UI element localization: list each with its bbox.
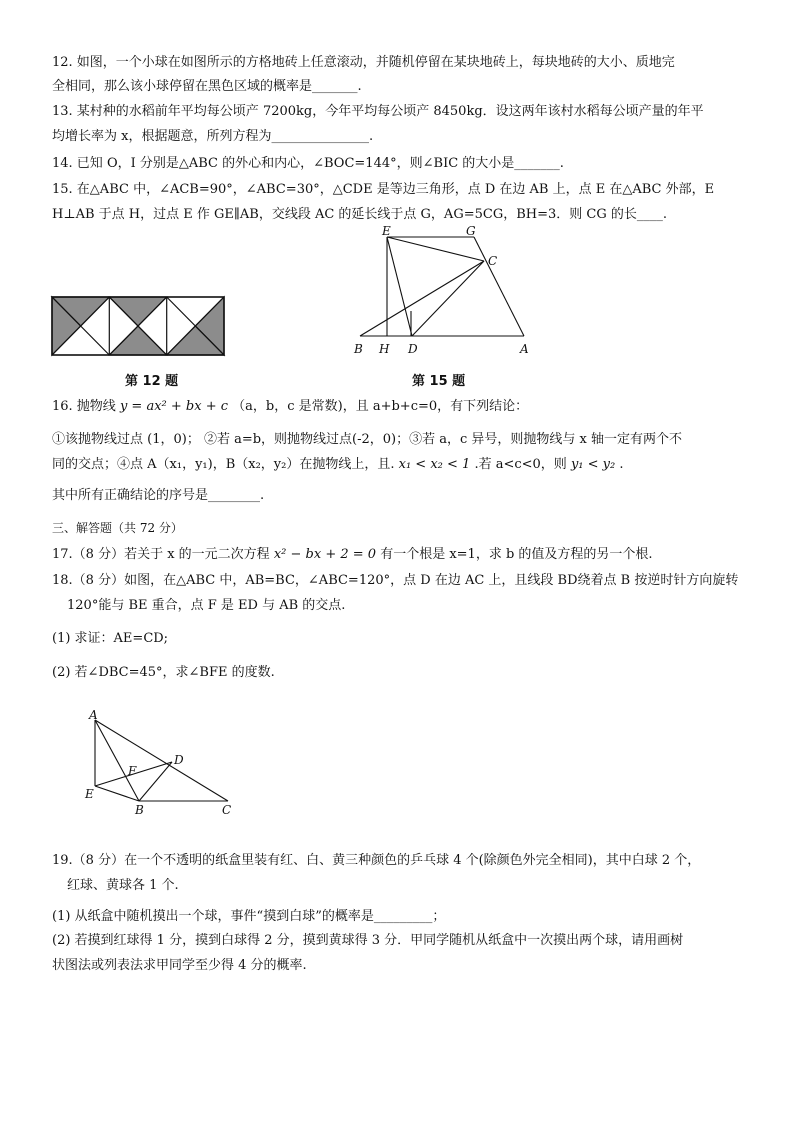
q18-part2: (2) 若∠DBC=45°，求∠BFE 的度数.	[52, 665, 275, 680]
q16-line3-prefix: 同的交点；④点 A（x₁，y₁)，B（x₂，y₂）在抛物线上，且.	[52, 457, 395, 472]
q13-line1: 13. 某村种的水稻前年平均每公顷产 7200kg，今年平均每公顷产 8450kg．设这两年该村水稻每公顷产量的年平	[52, 104, 704, 119]
seg-AC	[95, 720, 228, 801]
q16-line3	[52, 456, 624, 474]
fig12-tiles	[52, 297, 224, 355]
seg-BC	[360, 261, 484, 336]
q19-line1: 19.（8 分）在一个不透明的纸盒里装有红、白、黄三种颜色的乒乓球 4 个(除颜色外完全相同)，其中白球 2 个，	[52, 853, 701, 868]
q13-line2: 均增长率为 x，根据题意，所列方程为_______________.	[52, 129, 374, 144]
q12-line2: 全相同，那么该小球停留在黑色区域的概率是_______.	[52, 79, 362, 94]
fig18-label-B: B	[135, 803, 144, 817]
q19-part2-line1: (2) 若摸到红球得 1 分，摸到白球得 2 分，摸到黄球得 3 分．甲同学随机从纸盒中一次摸出两个球，请用画树	[52, 933, 684, 948]
fig18-label-E: E	[85, 787, 94, 801]
q16-inequality-x: x₁ < x₂ < 1	[398, 457, 471, 472]
fig15-diagram	[340, 225, 560, 365]
q15-line1: 15. 在△ABC 中，∠ACB=90°，∠ABC=30°，△CDE 是等边三角形，点 D 在边 AB 上，点 E 在△ABC 外部，E	[52, 182, 715, 197]
tile-shaded-3	[109, 326, 166, 355]
q17-suffix: 有一个根是 x=1，求 b 的值及方程的另一个根.	[380, 547, 653, 562]
fig18-diagram	[82, 706, 242, 821]
fig12-caption: 第 12 题	[125, 374, 179, 389]
q16-line1	[52, 398, 528, 416]
q18-line2: 120°能与 BE 重合，点 F 是 ED 与 AB 的交点.	[67, 598, 346, 613]
q12-line1: 12. 如图，一个小球在如图所示的方格地砖上任意滚动，并随机停留在某块地砖上，每块地砖的大小、质地完	[52, 55, 675, 70]
seg-ED	[387, 237, 412, 336]
fig15-caption: 第 15 题	[412, 374, 466, 389]
q16-line3-end: .	[619, 457, 624, 472]
q19-part1: (1) 从纸盒中随机摸出一个球，事件“摸到白球”的概率是_________；	[52, 909, 446, 924]
fig15-label-C: C	[488, 254, 498, 268]
seg-GA	[474, 237, 524, 336]
q17-line	[52, 546, 653, 564]
seg-BD	[139, 762, 172, 801]
q19-part2-line2: 状图法或列表法求甲同学至少得 4 分的概率.	[52, 958, 307, 973]
fig18-label-A: A	[89, 708, 98, 722]
fig18-label-D: D	[174, 753, 184, 767]
q17-prefix: 17.（8 分）若关于 x 的一元二次方程	[52, 547, 270, 562]
q16-stem-prefix: 16. 抛物线	[52, 399, 116, 414]
q15-line2: H⊥AB 于点 H，过点 E 作 GE∥AB，交线段 AC 的延长线于点 G，AG=5CG，BH=3．则 CG 的长____.	[52, 207, 667, 222]
q17-formula: x² − bx + 2 = 0	[273, 547, 377, 562]
fig15-label-D: D	[408, 342, 418, 356]
q16-stem-suffix: （a，b，c 是常数)，且 a+b+c=0，有下列结论：	[232, 399, 529, 414]
fig15-label-E: E	[382, 224, 391, 238]
fig15-label-H: H	[379, 342, 390, 356]
fig18-label-C: C	[222, 803, 232, 817]
seg-EC	[387, 237, 484, 261]
q18-line1: 18.（8 分）如图，在△ABC 中，AB=BC，∠ABC=120°，点 D 在边 AC 上，且线段 BD绕着点 B 按逆时针方向旋转	[52, 573, 739, 588]
fig15-label-B: B	[354, 342, 363, 356]
q18-part1: (1) 求证：AE=CD;	[52, 631, 169, 646]
q14-line1: 14. 已知 O，I 分别是△ABC 的外心和内心，∠BOC=144°，则∠BIC 的大小是_______.	[52, 156, 564, 171]
q19-line2: 红球、黄球各 1 个.	[67, 878, 179, 893]
q16-line3-mid: .若 a<c<0，则	[474, 457, 567, 472]
fig15-label-A: A	[520, 342, 529, 356]
q16-inequality-y: y₁ < y₂	[570, 457, 616, 472]
seg-AB	[95, 720, 139, 801]
q16-line2: ①该抛物线过点 (1，0)； ②若 a=b，则抛物线过点(-2，0)；③若 a，c 异号，则抛物线与 x 轴一定有两个不	[52, 432, 683, 447]
fig15-label-G: G	[466, 224, 476, 238]
q16-formula: y = ax² + bx + c	[119, 399, 228, 414]
q16-line4: 其中所有正确结论的序号是________.	[52, 488, 265, 503]
tile-shaded-4	[109, 297, 166, 326]
section3-title: 三、解答题（共 72 分）	[52, 521, 183, 535]
fig18-label-F: F	[128, 764, 137, 778]
